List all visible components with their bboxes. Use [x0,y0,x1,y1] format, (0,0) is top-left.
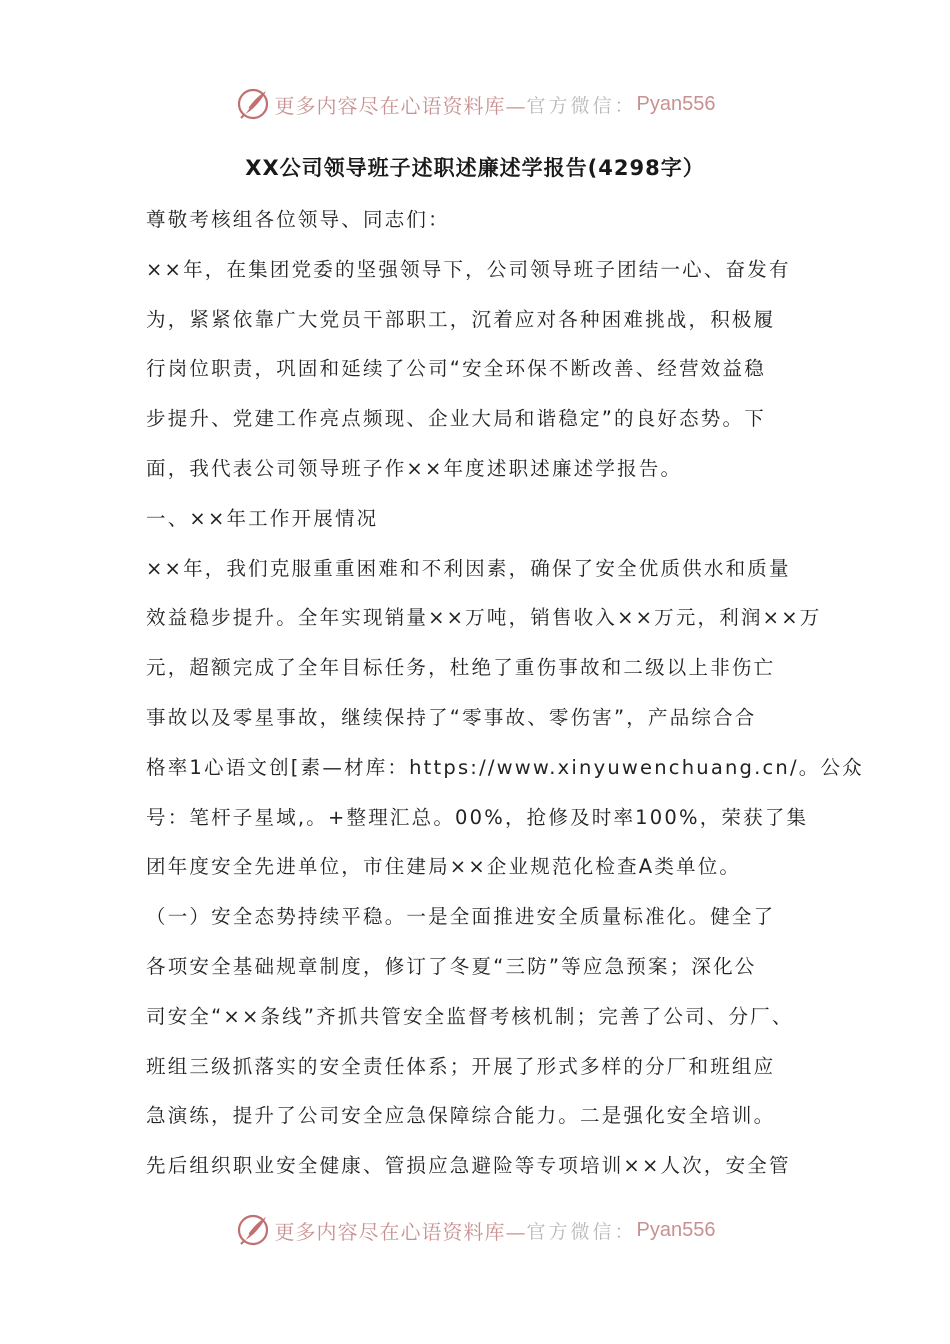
body-line: 元，超额完成了全年目标任务，杜绝了重伤事故和二级以上非伤亡 [146,656,776,680]
wechat-label: 官方微信： [526,1220,637,1243]
body-line: 为，紧紧依靠广大党员干部职工，沉着应对各种困难挑战，积极履 [146,307,776,331]
header-watermark-banner [0,82,950,126]
footer-watermark-banner [0,1208,950,1252]
body-line: ××年，我们克服重重困难和不利因素，确保了安全优质供水和质量 [146,556,791,580]
watermark-text: 更多内容尽在心语资料库— [274,1219,527,1244]
body-line: 面，我代表公司领导班子作××年度述职述廉述学报告。 [146,456,683,480]
body-line: 急演练，提升了公司安全应急保障综合能力。二是强化安全培训。 [146,1104,776,1128]
body-line: 先后组织职业安全健康、管损应急避险等专项培训××人次，安全管 [146,1154,791,1178]
body-line: 号：笔杆子星域,。+整理汇总。00%，抢修及时率100%，荣获了集 [146,805,809,829]
body-line: 步提升、党建工作亮点频现、企业大局和谐稳定”的良好态势。下 [146,407,766,431]
body-line: 司安全“××条线”齐抓共管安全监督考核机制；完善了公司、分厂、 [146,1004,794,1028]
body-line: 行岗位职责，巩固和延续了公司“安全环保不断改善、经营效益稳 [146,357,766,381]
body-line: 团年度安全先进单位，市住建局××企业规范化检查A类单位。 [146,855,742,879]
document-body [146,198,864,1194]
body-line: 效益稳步提升。全年实现销量××万吨，销售收入××万元，利润××万 [146,606,822,630]
quill-pen-icon [235,86,271,122]
body-line: 各项安全基础规章制度，修订了冬夏“三防”等应急预案；深化公 [146,954,757,978]
section-heading: 一、××年工作开展情况 [146,506,379,530]
watermark-text: 更多内容尽在心语资料库— [274,93,527,118]
wechat-label: 官方微信： [526,94,637,117]
quill-pen-icon [235,1212,271,1248]
wechat-id: Pyan556 [636,1218,716,1241]
body-line: ××年，在集团党委的坚强领导下，公司领导班子团结一心、奋发有 [146,257,791,281]
wechat-id: Pyan556 [636,92,716,115]
body-line: 班组三级抓落实的安全责任体系；开展了形式多样的分厂和班组应 [146,1054,776,1078]
body-line: 事故以及零星事故，继续保持了“零事故、零伤害”，产品综合合 [146,705,757,729]
body-line: 尊敬考核组各位领导、同志们： [146,208,450,231]
body-line: （一）安全态势持续平稳。一是全面推进安全质量标准化。健全了 [146,905,776,929]
body-line: 格率1心语文创[素—材库：https://www.xinyuwenchuang.cn/。公众 [146,755,864,779]
document-title: XX公司领导班子述职述廉述学报告(4298字） [245,156,705,180]
